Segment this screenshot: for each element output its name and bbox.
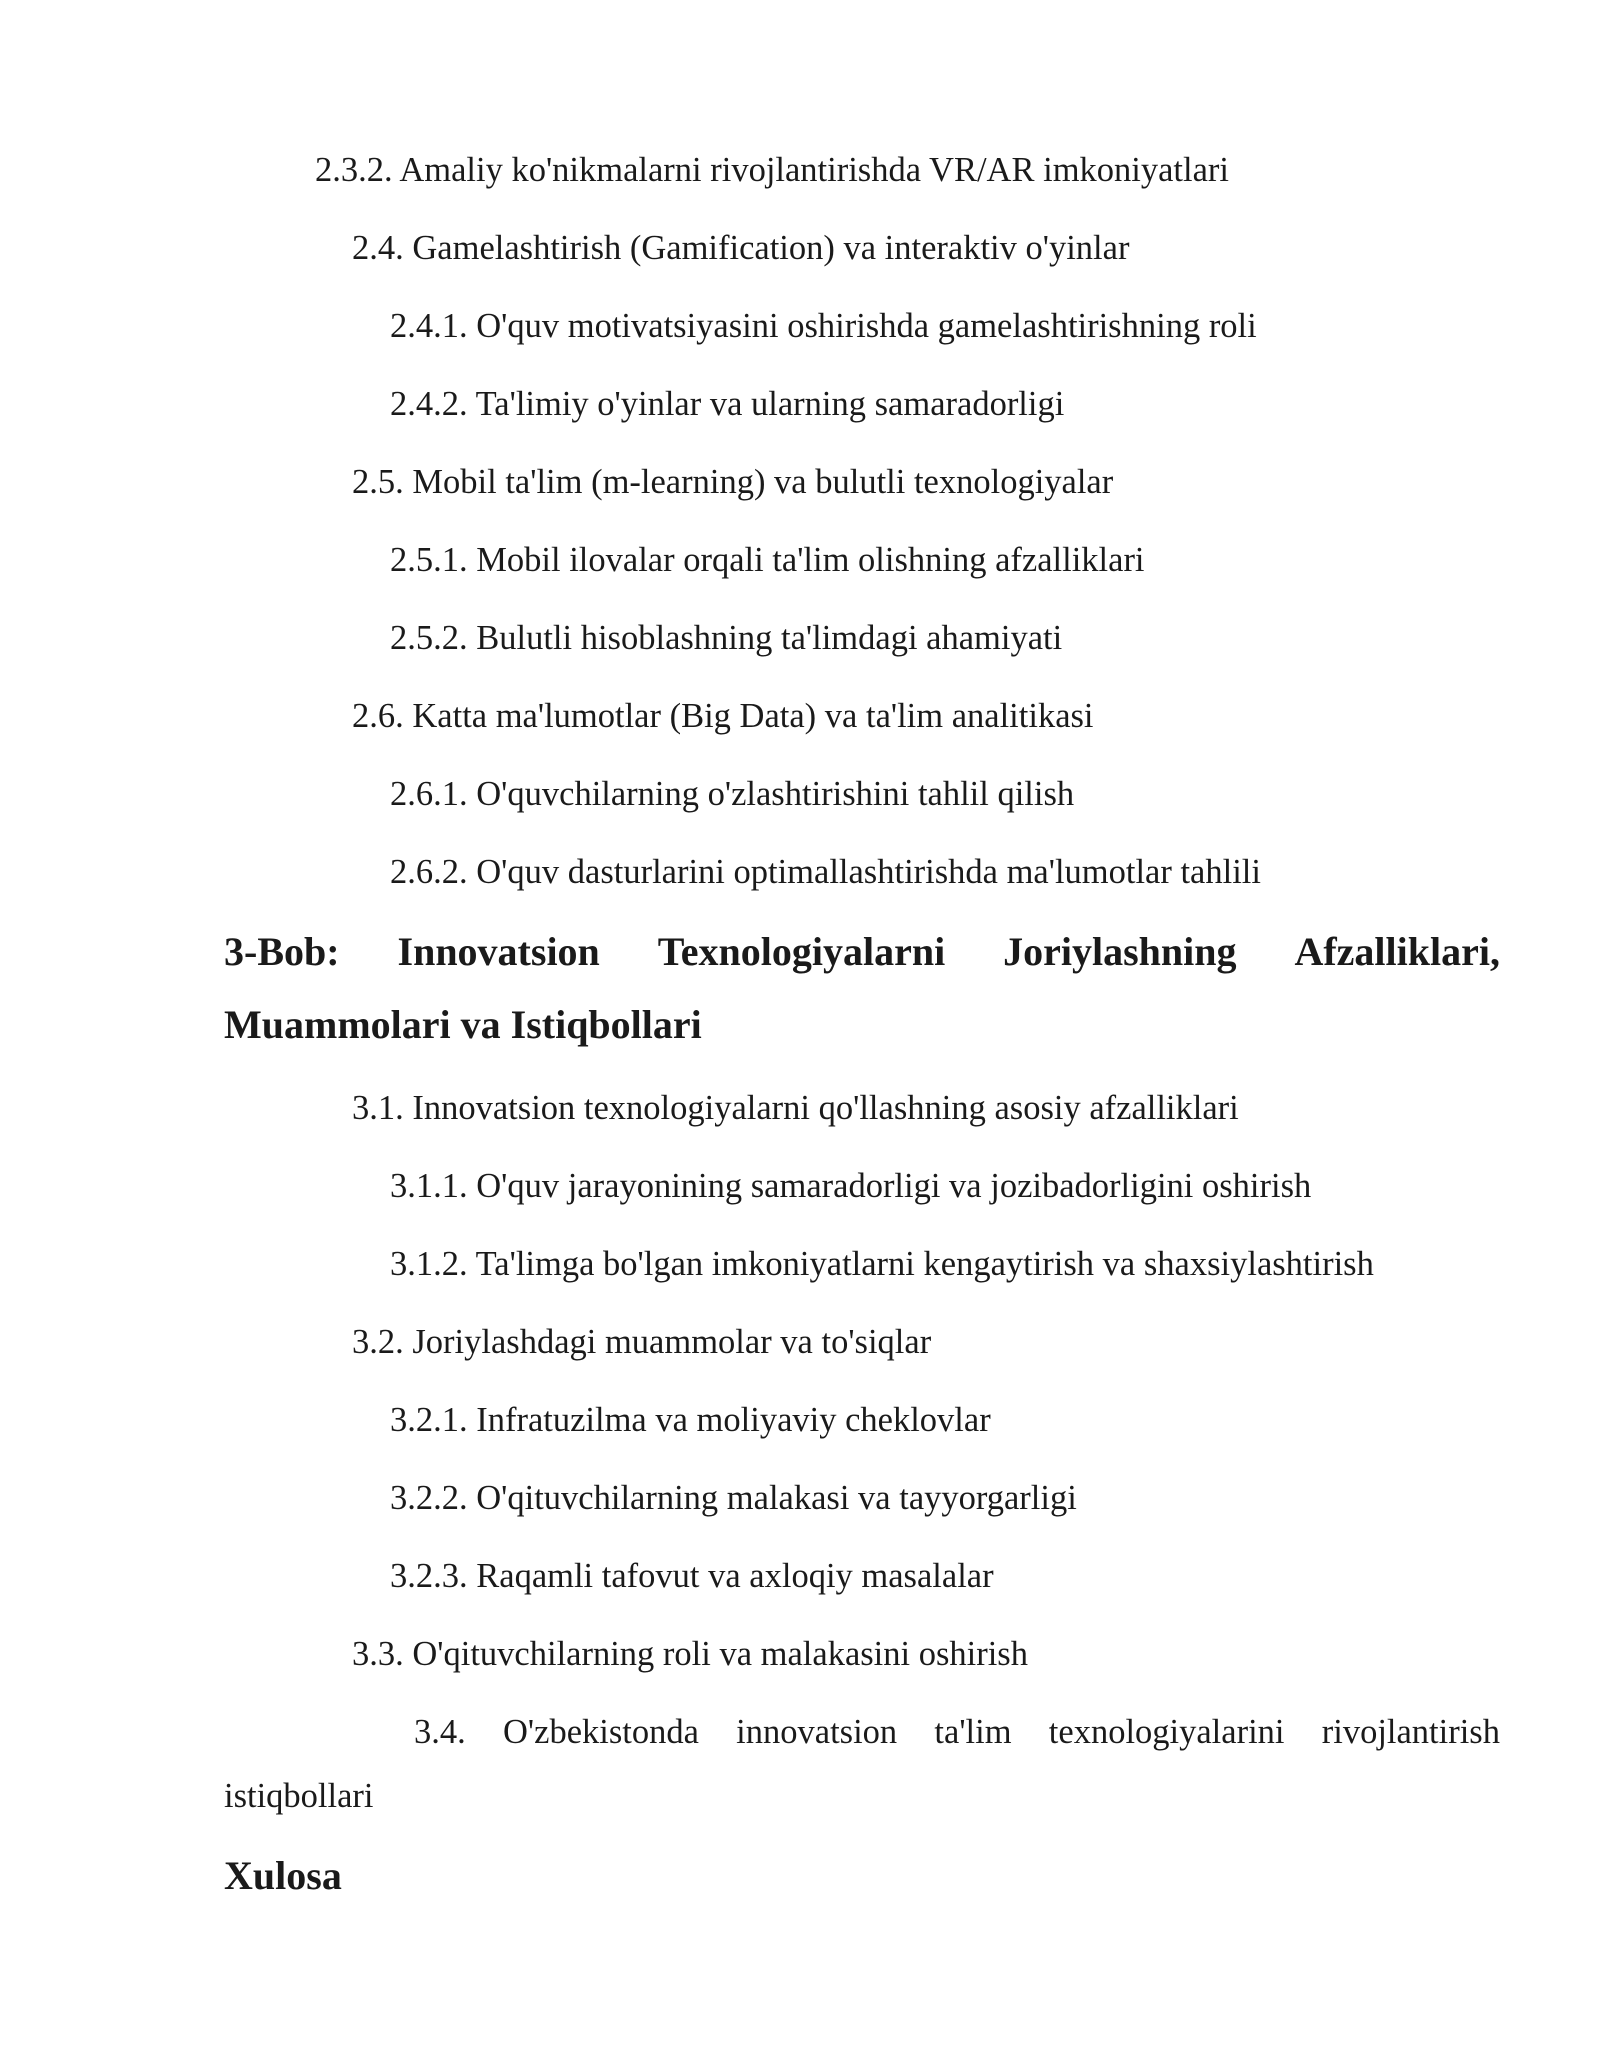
toc-entry-3-4-line2: istiqbollari [224, 1777, 374, 1815]
toc-entry-2-6: 2.6. Katta ma'lumotlar (Big Data) va ta'lim analitikasi [352, 697, 1094, 735]
toc-entry-3-4 [224, 1712, 1500, 1816]
toc-entry-3-2: 3.2. Joriylashdagi muammolar va to'siqlar [352, 1323, 932, 1361]
toc-entry-3-2-2: 3.2.2. O'qituvchilarning malakasi va tayyorgarligi [390, 1479, 1077, 1517]
chapter-3-heading-line1 [224, 929, 1500, 974]
entry-word: rivojlantirish [1321, 1713, 1500, 1751]
entry-word: O'zbekistonda [503, 1713, 699, 1751]
entry-word: 3.4. [414, 1713, 466, 1751]
toc-entry-3-1: 3.1. Innovatsion texnologiyalarni qo'llashning asosiy afzalliklari [352, 1089, 1239, 1127]
toc-entry-2-4: 2.4. Gamelashtirish (Gamification) va interaktiv o'yinlar [352, 229, 1130, 267]
heading-word: Innovatsion [397, 929, 600, 974]
toc-entry-3-2-1: 3.2.1. Infratuzilma va moliyaviy cheklovlar [390, 1401, 991, 1439]
heading-word: 3-Bob: [224, 929, 340, 974]
entry-word: ta'lim [934, 1713, 1012, 1751]
chapter-3-heading [224, 929, 1500, 1047]
heading-word: Afzalliklari, [1294, 929, 1500, 974]
heading-word: Texnologiyalarni [657, 929, 946, 974]
toc-entry-2-5: 2.5. Mobil ta'lim (m-learning) va bulutli texnologiyalar [352, 463, 1114, 501]
toc-entry-2-4-2: 2.4.2. Ta'limiy o'yinlar va ularning samaradorligi [390, 385, 1065, 423]
heading-word: Joriylashning [1003, 929, 1237, 974]
conclusion-heading: Xulosa [224, 1853, 342, 1898]
toc-entry-3-3: 3.3. O'qituvchilarning roli va malakasini oshirish [352, 1635, 1028, 1673]
chapter-3-heading-line2: Muammolari va Istiqbollari [224, 1002, 702, 1047]
toc-entry-2-6-2: 2.6.2. O'quv dasturlarini optimallashtirishda ma'lumotlar tahlili [390, 853, 1261, 891]
toc-entry-2-3-2: 2.3.2. Amaliy ko'nikmalarni rivojlantirishda VR/AR imkoniyatlari [315, 151, 1229, 189]
toc-entry-2-6-1: 2.6.1. O'quvchilarning o'zlashtirishini tahlil qilish [390, 775, 1075, 813]
toc-entry-3-1-1: 3.1.1. O'quv jarayonining samaradorligi va jozibadorligini oshirish [390, 1167, 1312, 1205]
toc-entry-3-2-3: 3.2.3. Raqamli tafovut va axloqiy masalalar [390, 1557, 994, 1595]
toc-entry-3-4-line1 [224, 1712, 1500, 1752]
entry-word: innovatsion [736, 1713, 898, 1751]
entry-word: texnologiyalarini [1048, 1713, 1285, 1751]
toc-entry-2-5-2: 2.5.2. Bulutli hisoblashning ta'limdagi ahamiyati [390, 619, 1063, 657]
toc-entry-2-4-1: 2.4.1. O'quv motivatsiyasini oshirishda gamelashtirishning roli [390, 307, 1257, 345]
toc-entry-2-5-1: 2.5.1. Mobil ilovalar orqali ta'lim olishning afzalliklari [390, 541, 1145, 579]
toc-entry-3-1-2: 3.1.2. Ta'limga bo'lgan imkoniyatlarni kengaytirish va shaxsiylashtirish [390, 1245, 1374, 1283]
